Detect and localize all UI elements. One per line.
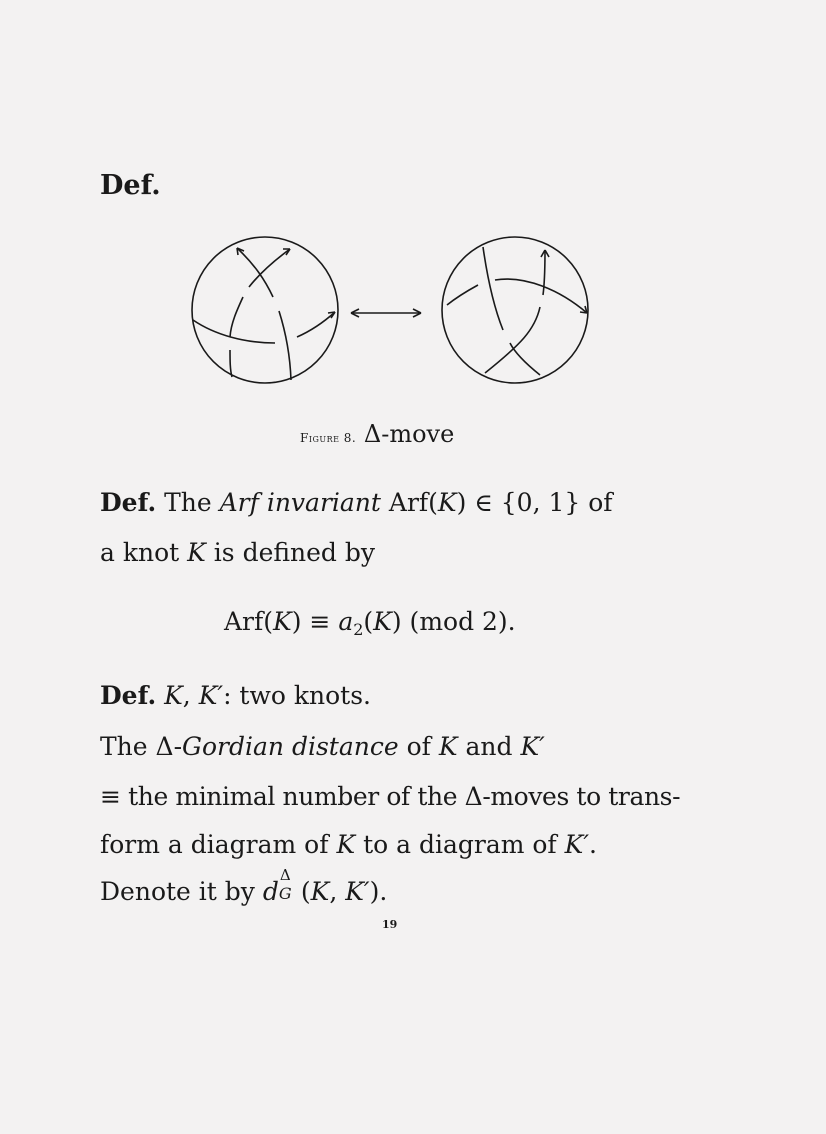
math-k-prime: K′ — [564, 830, 589, 859]
math-k-prime: K′ — [345, 877, 370, 906]
text: . — [589, 830, 597, 859]
math-a: a — [338, 607, 354, 636]
text: a knot — [100, 538, 188, 567]
math-k: K — [437, 488, 457, 517]
text: ( — [363, 607, 374, 636]
math-k: K — [187, 538, 206, 567]
math-k: K — [336, 830, 356, 859]
paragraph-gordian-line2: ≡ the minimal number of the Δ-moves to trans- — [100, 782, 681, 811]
delta-move-diagram — [185, 235, 595, 395]
def-label: Def. — [100, 488, 157, 517]
delta-move-figure — [185, 235, 595, 399]
def-label: Def. — [100, 681, 157, 710]
left-tangle — [192, 237, 338, 383]
left-strand-1b — [279, 311, 291, 380]
figure-caption — [300, 420, 454, 448]
right-tangle — [442, 237, 588, 383]
text: , — [329, 877, 346, 906]
left-strand-3b — [297, 312, 335, 337]
math-k: K — [164, 681, 183, 710]
left-strand-2c — [230, 350, 232, 377]
paragraph-two-knots — [100, 683, 371, 708]
right-disk-boundary — [442, 237, 588, 383]
text: Denote it by — [100, 877, 263, 906]
math-k: K — [273, 607, 292, 636]
math-d: d — [262, 877, 279, 906]
right-strand-3b — [495, 279, 587, 313]
math-subscript-g: G — [278, 884, 292, 903]
text: , — [182, 681, 199, 710]
math-k-prime: K′ — [198, 681, 224, 710]
text — [156, 681, 164, 710]
paragraph-arf-def-line2 — [100, 540, 375, 565]
right-strand-1a — [483, 247, 503, 330]
text: The Δ- — [100, 732, 183, 761]
term-gordian-distance: Gordian distance — [182, 732, 399, 761]
right-strand-2b — [485, 307, 540, 373]
double-arrow — [351, 309, 421, 317]
def-heading: Def. — [100, 170, 161, 201]
left-disk-boundary — [192, 237, 338, 383]
text: The — [156, 488, 220, 517]
text: ) ≡ — [291, 607, 339, 636]
paragraph-gordian-line1 — [100, 734, 545, 759]
left-strand-2b — [230, 297, 243, 337]
text: to a diagram of — [355, 830, 565, 859]
text: is defined by — [205, 538, 376, 567]
paragraph-arf-def-line1 — [100, 490, 613, 515]
page-number: 19 — [382, 918, 398, 931]
left-strand-1a — [237, 248, 273, 297]
arf-formula — [224, 609, 516, 638]
text: Arf( — [380, 488, 438, 517]
paragraph-gordian-notation — [100, 866, 388, 906]
text: ( — [300, 877, 311, 906]
text: ) (mod 2). — [391, 607, 516, 636]
text: and — [457, 732, 521, 761]
figure-label: Figure 8. — [300, 431, 357, 445]
math-k-prime: K′ — [520, 732, 545, 761]
math-k: K — [438, 732, 458, 761]
math-k: K — [373, 607, 392, 636]
term-arf-invariant: Arf invariant — [219, 488, 381, 517]
figure-title: Δ-move — [363, 420, 455, 448]
text: : two knots. — [223, 681, 371, 710]
text: form a diagram of — [100, 830, 337, 859]
math-subscript: 2 — [353, 620, 364, 639]
text: Arf( — [224, 607, 274, 636]
math-k: K — [310, 877, 330, 906]
right-strand-2a — [543, 250, 545, 295]
left-strand-3a — [193, 320, 275, 343]
math-superscript-delta: Δ — [279, 866, 291, 884]
paragraph-gordian-line3 — [100, 832, 597, 857]
right-strand-3a — [447, 285, 478, 305]
math-sup-sub — [278, 866, 301, 903]
text: ) ∈ {0, 1} of — [456, 488, 613, 517]
text: of — [398, 732, 439, 761]
text: ). — [369, 877, 388, 906]
